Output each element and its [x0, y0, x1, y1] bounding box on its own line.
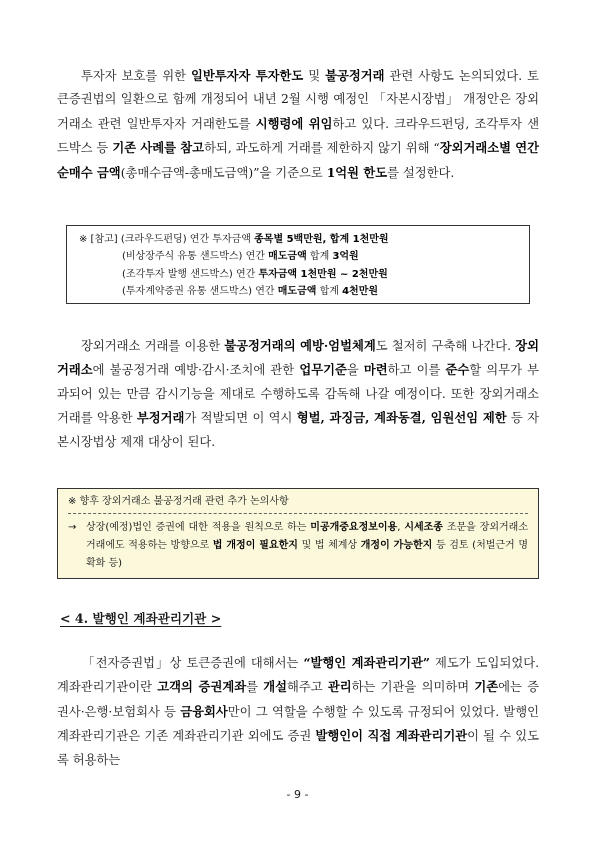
bold-text: 장외거래소별 연간 순매수 금액	[57, 140, 540, 180]
reference-row-unlisted: (비상장주식 유통 샌드박스) 연간 매도금액 합계 3억원	[122, 251, 359, 263]
future-discussion-box	[57, 488, 539, 579]
bold-text: 1억원 한도	[326, 164, 388, 180]
bold-text: 기존 사례를 참고	[112, 140, 205, 156]
text: (총매수금액-총매도금액)”을 기준으로	[120, 165, 327, 180]
reference-row-investment-contract: (투자계약증권 유통 샌드박스) 연간 매도금액 합계 4천만원	[122, 286, 379, 298]
text: 하고 있다. 크라우드펀딩, 조각투자 샌드박스 등	[57, 116, 539, 156]
text: 및	[303, 69, 326, 83]
paragraph-investor-protection	[57, 64, 539, 185]
bold-text: 불공정거래	[325, 68, 385, 83]
page-number: - 9 -	[286, 788, 309, 801]
future-discussion-heading: ※ 향후 장외거래소 불공정거래 관련 추가 논의사항	[68, 493, 528, 514]
reference-box	[66, 225, 530, 304]
future-discussion-text: 상장(예정)법인 증권에 대한 적용을 원칙으로 하는 미공개중요정보이용, 시세조종 조문을 장외거래소 거래에도 적용하는 방향으로 법 개정이 필요한지 및 법 체계상 개정이 가능한지 등 검토 (처벌근거 명확화 등)	[86, 522, 528, 570]
bold-text: 일반투자자 투자한도	[190, 68, 304, 83]
future-discussion-body	[68, 519, 528, 573]
arrow-icon: →	[68, 522, 77, 534]
reference-row-fractional: (조각투자 발행 샌드박스) 연간 투자금액 1천만원 ~ 2천만원	[122, 268, 388, 280]
bold-text: 시행령에 위임	[255, 115, 333, 131]
text: 하되, 과도하게 거래를 제한하지 않기 위해 “	[204, 141, 440, 156]
reference-row-crowdfunding: ※ [참고] (크라우드펀딩) 연간 투자금액 종목별 5백만원, 합계 1천만원	[79, 234, 389, 245]
section-title: < 4. 발행인 계좌관리기관 >	[60, 611, 222, 626]
text: 투자자 보호를 위한	[81, 69, 191, 83]
text: 관련 사항도 논의되었다. 토큰증권법의 일환으로 함께 개정되어 내년 2월 시행 예정인 「자본시장법」 개정안은 장외거래소 관련 일반투자자 거래한도를	[57, 69, 539, 131]
paragraph-unfair-trading: 장외거래소 거래를 이용한 불공정거래의 예방·엄벌체계도 철저히 구축해 나간다. 장외거래소에 불공정거래 예방·감시·조치에 관한 업무기준을 마련하고 이를 준수할 의무가 부과되어 있는 만큼 감시기능을 제대로 수행하도록 감독해 나갈 예정이다. 또한 장외거래소 거래를 악용한 부정거래가 적발되면 이 역시 형벌, 과징금, 계좌동결, 임원선임 제한 등 자본시장법상 제재 대상이 된다.	[57, 338, 539, 449]
text: 를 설정한다.	[387, 165, 455, 180]
paragraph-issuer-account-manager: 「전자증권법」상 토큰증권에 대해서는 “발행인 계좌관리기관” 제도가 도입되었다. 계좌관리기관이란 고객의 증권계좌를 개설해주고 관리하는 기관을 의미하며 기존에는 증권사·은행·보험회사 등 금융회사만이 그 역할을 수행할 수 있도록 규정되어 있었다. 발행인 계좌관리기관은 기존 계좌관리기관 외에도 증권 발행인이 직접 계좌관리기관이 될 수 있도록 허용하는	[57, 655, 540, 767]
